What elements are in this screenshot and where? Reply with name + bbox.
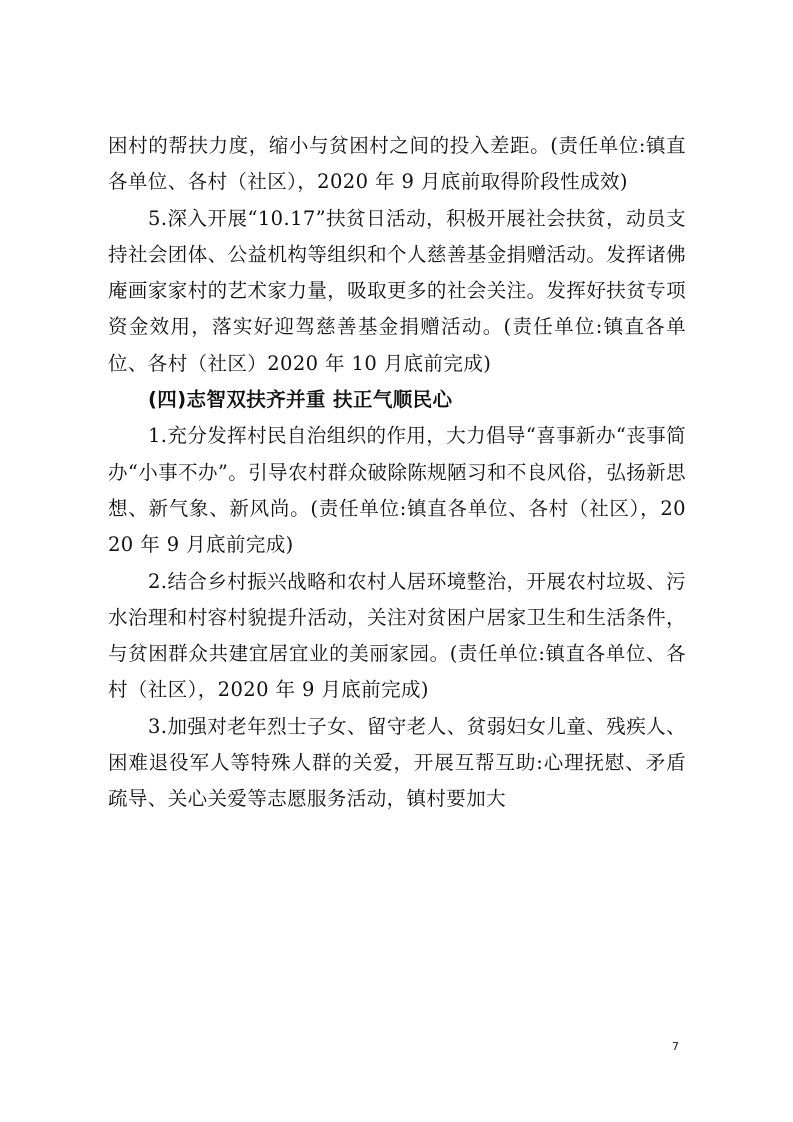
paragraph-continuation: 困村的帮扶力度，缩小与贫困村之间的投入差距。(责任单位:镇直各单位、各村（社区），2020 年 9 月底前取得阶段性成效) xyxy=(108,134,686,194)
paragraph-item-1: 1.充分发挥村民自治组织的作用，大力倡导“喜事新办“丧事简办“小事不办”。引导农村群众破除陈规陋习和不良风俗，弘扬新思想、新气象、新风尚。(责任单位:镇直各单位、各村（社区），2020 年 9 月底前完成) xyxy=(108,424,686,557)
page-number: 7 xyxy=(672,1040,679,1053)
section-heading-4: (四)志智双扶齐并重 扶正气顺民心 xyxy=(148,388,453,412)
paragraph-item-5: 5.深入开展“10.17”扶贫日活动，积极开展社会扶贫，动员支持社会团体、公益机构等组织和个人慈善基金捐赠活动。发挥诸佛庵画家家村的艺术家力量，吸取更多的社会关注。发挥好扶贫专项资金效用，落实好迎驾慈善基金捐赠活动。(责任单位:镇直各单位、各村（社区）2020 年 10 月底前完成) xyxy=(108,206,686,375)
document-body xyxy=(108,128,686,818)
paragraph-item-2: 2.结合乡村振兴战略和农村人居环境整治，开展农村垃圾、污水治理和村容村貌提升活动，关注对贫困户居家卫生和生活条件，与贫困群众共建宜居宜业的美丽家园。(责任单位:镇直各单位、各村（社区），2020 年 9 月底前完成) xyxy=(108,569,686,702)
paragraph-item-3: 3.加强对老年烈士子女、留守老人、贫弱妇女儿童、残疾人、困难退役军人等特殊人群的关爱，开展互帮互助:心理抚慰、矛盾疏导、关心关爱等志愿服务活动，镇村要加大 xyxy=(108,714,686,811)
